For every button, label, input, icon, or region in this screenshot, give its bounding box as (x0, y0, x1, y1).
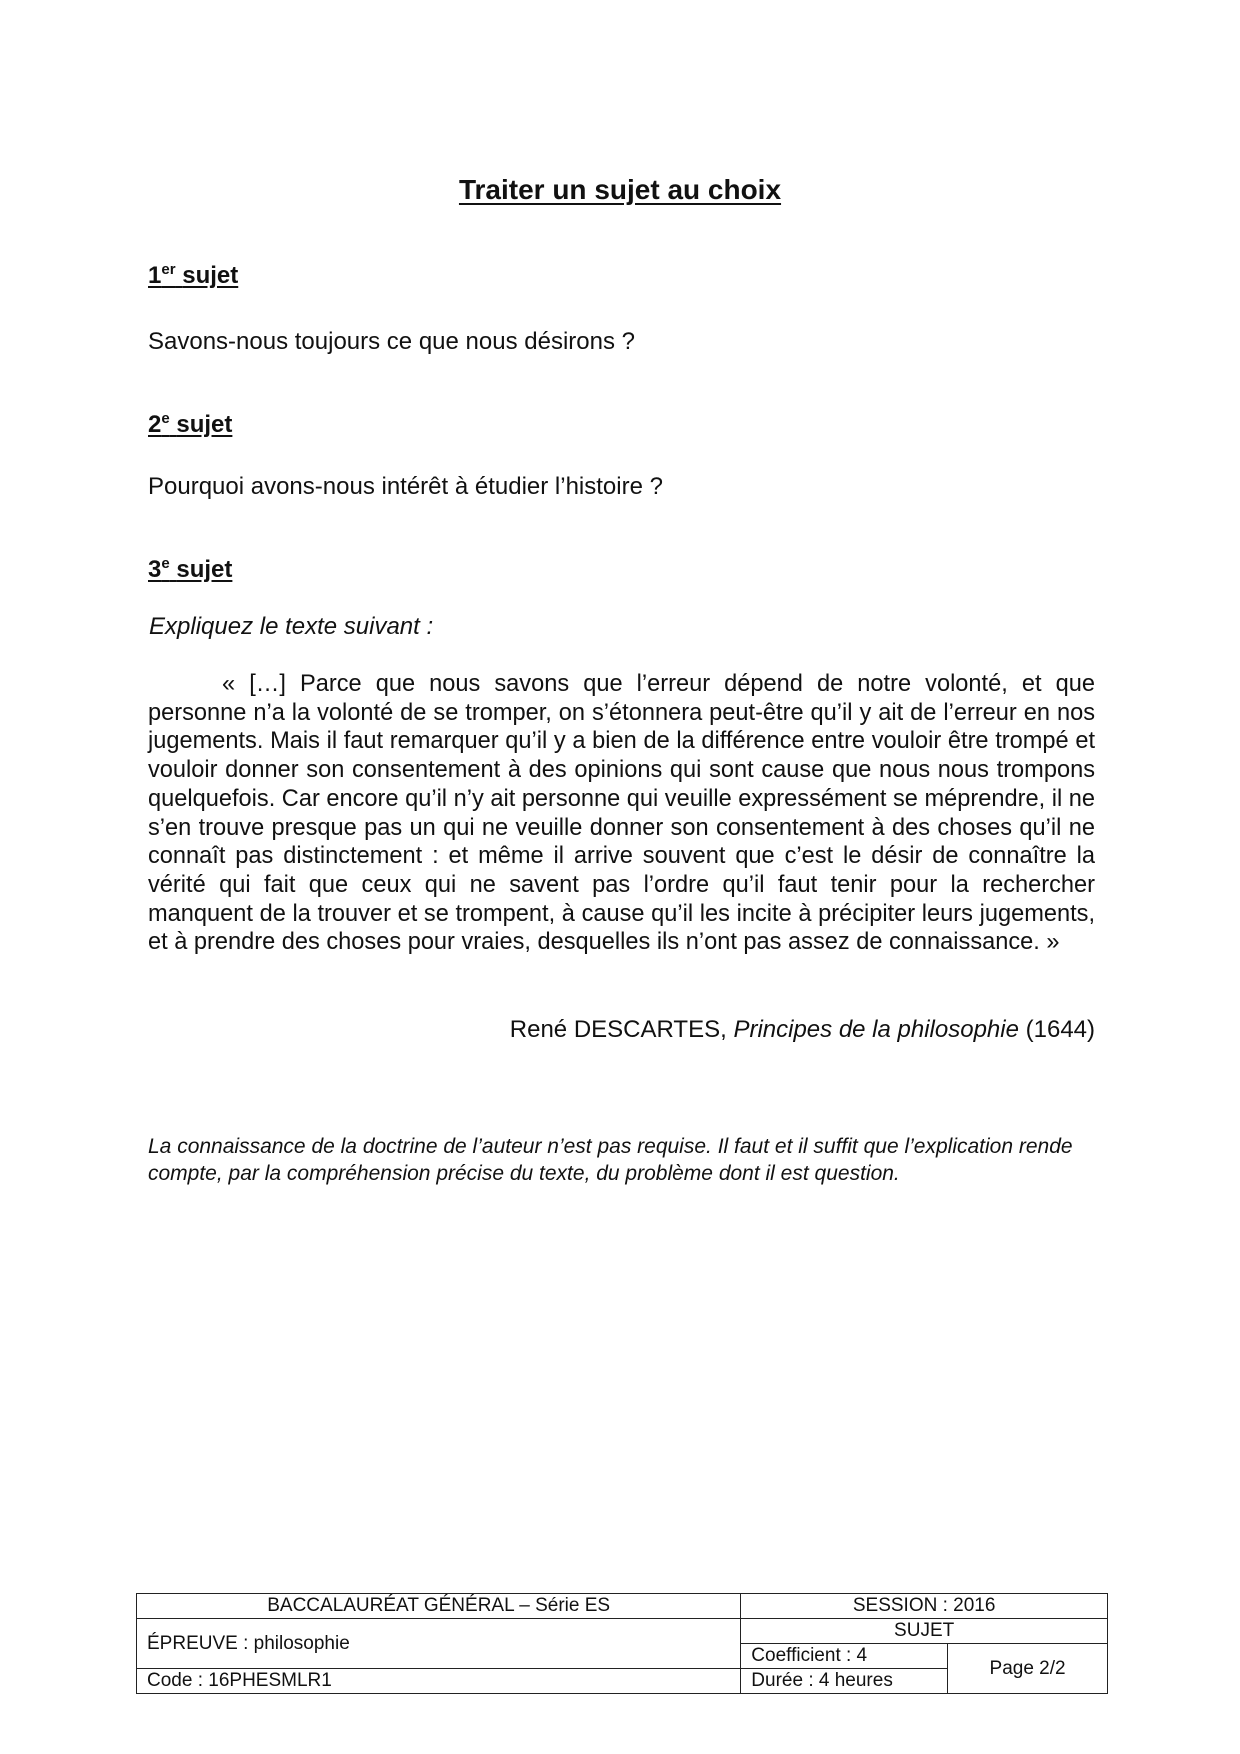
subject-number: 1 (148, 262, 162, 289)
subject-word: sujet (176, 556, 233, 583)
subject-word: sujet (182, 262, 239, 289)
epreuve: ÉPREUVE : philosophie (137, 1619, 741, 1669)
sujet-label: SUJET (741, 1619, 1108, 1644)
citation-year: (1644) (1025, 1016, 1095, 1043)
subject-number: 2 (148, 411, 162, 438)
subject-1-text: Savons-nous toujours ce que nous désirons ? (148, 328, 635, 355)
duration: Durée : 4 heures (741, 1669, 948, 1694)
instruction-note: La connaissance de la doctrine de l’auteur n’est pas requise. Il faut et il suffit que l’explication rende compte, par la compréhension précise du texte, du problème dont il est question. (148, 1135, 1073, 1185)
subject-3-instruction: Expliquez le texte suivant : (149, 613, 434, 640)
page-number: Page 2/2 (948, 1644, 1108, 1694)
exam-name: BACCALAURÉAT GÉNÉRAL – Série ES (137, 1594, 741, 1619)
subject-heading-1 (148, 262, 238, 290)
subject-number: 3 (148, 556, 162, 583)
citation-work: Principes de la philosophie (733, 1016, 1019, 1043)
subject-word: sujet (176, 411, 233, 438)
coefficient: Coefficient : 4 (741, 1644, 948, 1669)
exam-code: Code : 16PHESMLR1 (137, 1669, 741, 1694)
subject-2-text: Pourquoi avons-nous intérêt à étudier l’histoire ? (148, 473, 663, 500)
session: SESSION : 2016 (741, 1594, 1108, 1619)
citation-author: René DESCARTES, (509, 1016, 727, 1043)
subject-ordinal: er (161, 261, 176, 278)
subject-ordinal: e (161, 410, 170, 427)
subject-heading-3 (148, 556, 232, 584)
subject-heading-2 (148, 411, 232, 439)
quote-text: « […] Parce que nous savons que l’erreur dépend de notre volonté, et que personne n’a la volonté de se tromper, on s’étonnera peut-être qu’il y ait de l’erreur en nos jugements. Mais il faut remarquer qu’il y a bien de la différence entre vouloir être trompé et vouloir donner son consentement à des opinions qui sont cause que nous nous trompons quelquefois. Car encore qu’il n’y ait personne qui veuille expressément se méprendre, il ne s’en trouve presque pas un qui ne veuille donner son consentement à des choses qu’il ne connaît pas distinctement : et même il arrive souvent que c’est le désir de connaître la vérité qui fait que ceux qui ne savent pas l’ordre qu’il faut tenir pour la rechercher manquent de la trouver et se trompent, à cause qu’il les incite à précipiter leurs jugements, et à prendre des choses pour vraies, desquelles ils n’ont pas assez de connaissance. » (148, 671, 1095, 956)
subject-ordinal: e (161, 555, 170, 572)
page-title: Traiter un sujet au choix (458, 174, 782, 205)
footer-table (136, 1593, 1108, 1694)
citation (510, 1016, 1095, 1044)
